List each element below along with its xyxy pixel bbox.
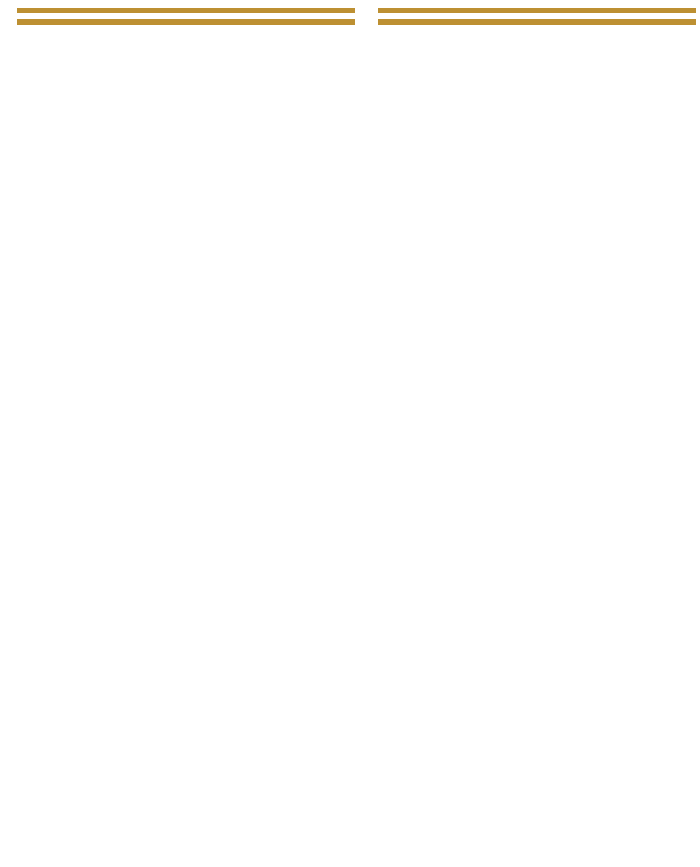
seat-section-title-zh: [17, 8, 355, 13]
page: [0, 0, 700, 93]
body-section-title-en: [378, 19, 696, 25]
right-column: [378, 8, 696, 93]
seat-section-title-en: [17, 19, 355, 25]
left-column: [17, 8, 355, 93]
body-section-title-zh: [378, 8, 696, 13]
